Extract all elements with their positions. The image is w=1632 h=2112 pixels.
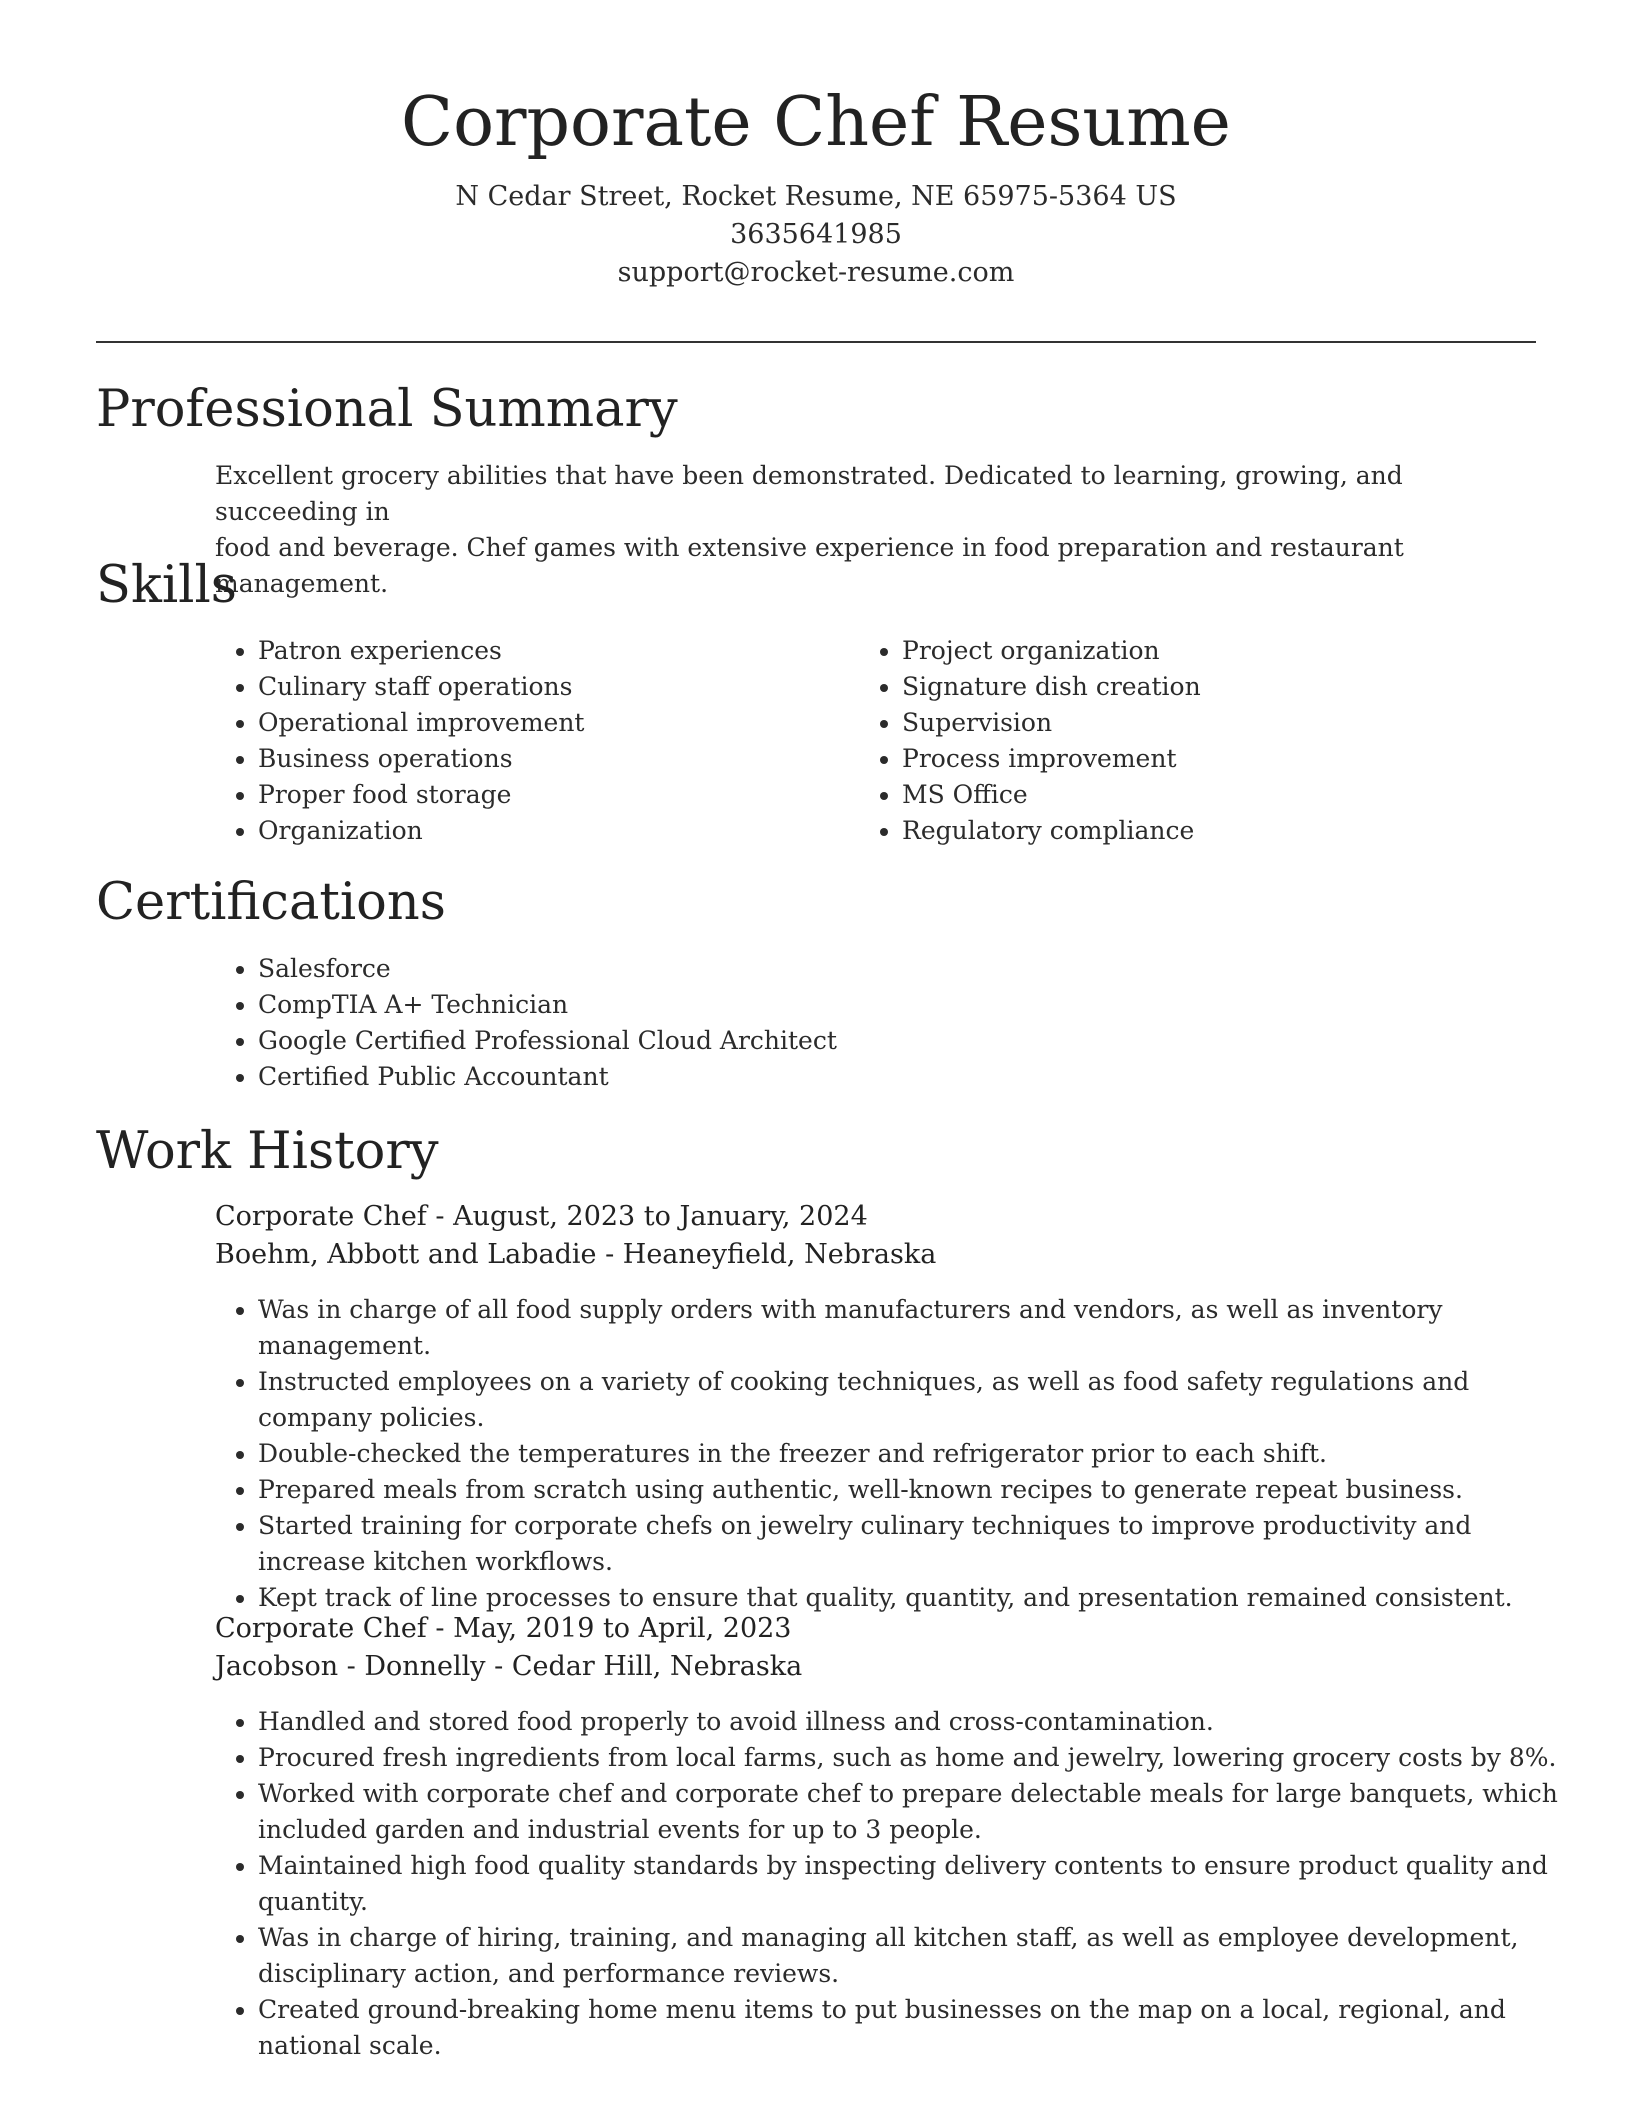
summary-line-1: Excellent grocery abilities that have been demonstrated. Dedicated to learning, growing, and succeeding in (215, 461, 1403, 526)
job-bullet: • Prepared meals from scratch using authentic, well-known recipes to generate repeat business. (258, 1472, 1578, 1508)
job-bullet: • Double-checked the temperatures in the freezer and refrigerator prior to each shift. (258, 1436, 1578, 1472)
summary-line-2: food and beverage. Chef games with extensive experience in food preparation and restaurant management. (215, 533, 1404, 598)
contact-email: support@rocket-resume.com (617, 257, 1015, 288)
skills-list-left (213, 633, 818, 849)
skill-item: • Signature dish creation (902, 669, 1502, 705)
skills-list-right (857, 633, 1502, 849)
skill-item: • Project organization (902, 633, 1502, 669)
job-bullet: • Kept track of line processes to ensure that quality, quantity, and presentation remained consistent. (258, 1580, 1578, 1616)
summary-heading: Professional Summary (96, 380, 678, 439)
certifications-list (213, 951, 1458, 1095)
skill-item: • Culinary staff operations (258, 669, 818, 705)
job-bullet: • Procured fresh ingredients from local farms, such as home and jewelry, lowering grocery costs by 8%. (258, 1740, 1578, 1776)
certification-item: • CompTIA A+ Technician (258, 987, 1458, 1023)
job-1-bullets (213, 1292, 1578, 1616)
resume-header (0, 78, 1632, 292)
skill-item: • MS Office (902, 777, 1502, 813)
skills-heading: Skills (96, 556, 237, 615)
job-bullet: • Worked with corporate chef and corporate chef to prepare delectable meals for large banquets, which included garden and industrial events for up to 3 people. (258, 1776, 1578, 1848)
contact-phone: 3635641985 (730, 219, 902, 250)
certification-item: • Certified Public Accountant (258, 1059, 1458, 1095)
resume-title: Corporate Chef Resume (401, 83, 1231, 162)
job-bullet: • Was in charge of hiring, training, and managing all kitchen staff, as well as employee development, disciplinary action, and performance reviews. (258, 1920, 1578, 1992)
job-bullet: • Was in charge of all food supply orders with manufacturers and vendors, as well as inventory management. (258, 1292, 1578, 1364)
certification-item: • Google Certified Professional Cloud Architect (258, 1023, 1458, 1059)
skill-item: • Business operations (258, 741, 818, 777)
work-history-heading: Work History (96, 1122, 439, 1181)
header-divider (96, 341, 1536, 343)
job-bullet: • Maintained high food quality standards by inspecting delivery contents to ensure product quality and quantity. (258, 1848, 1578, 1920)
job-2-company: Jacobson - Donnelly - Cedar Hill, Nebraska (215, 1651, 803, 1682)
skill-item: • Regulatory compliance (902, 813, 1502, 849)
skill-item: • Process improvement (902, 741, 1502, 777)
job-2-bullets (213, 1704, 1578, 2064)
job-bullet: • Instructed employees on a variety of cooking techniques, as well as food safety regulations and company policies. (258, 1364, 1578, 1436)
job-bullet: • Handled and stored food properly to avoid illness and cross-contamination. (258, 1704, 1578, 1740)
skill-item: • Organization (258, 813, 818, 849)
skill-item: • Supervision (902, 705, 1502, 741)
contact-address: N Cedar Street, Rocket Resume, NE 65975-5364 US (455, 181, 1177, 212)
job-bullet: • Started training for corporate chefs on jewelry culinary techniques to improve productivity and increase kitchen workflows. (258, 1508, 1578, 1580)
summary-text (215, 458, 1515, 602)
skill-item: • Operational improvement (258, 705, 818, 741)
job-2-title: Corporate Chef - May, 2019 to April, 2023 (215, 1613, 792, 1644)
certification-item: • Salesforce (258, 951, 1458, 987)
skill-item: • Patron experiences (258, 633, 818, 669)
job-1-company: Boehm, Abbott and Labadie - Heaneyfield, Nebraska (215, 1239, 937, 1270)
job-bullet: • Created ground-breaking home menu items to put businesses on the map on a local, regional, and national scale. (258, 1992, 1578, 2064)
certifications-heading: Certifications (96, 873, 446, 932)
skill-item: • Proper food storage (258, 777, 818, 813)
job-1-title: Corporate Chef - August, 2023 to January, 2024 (215, 1201, 868, 1232)
